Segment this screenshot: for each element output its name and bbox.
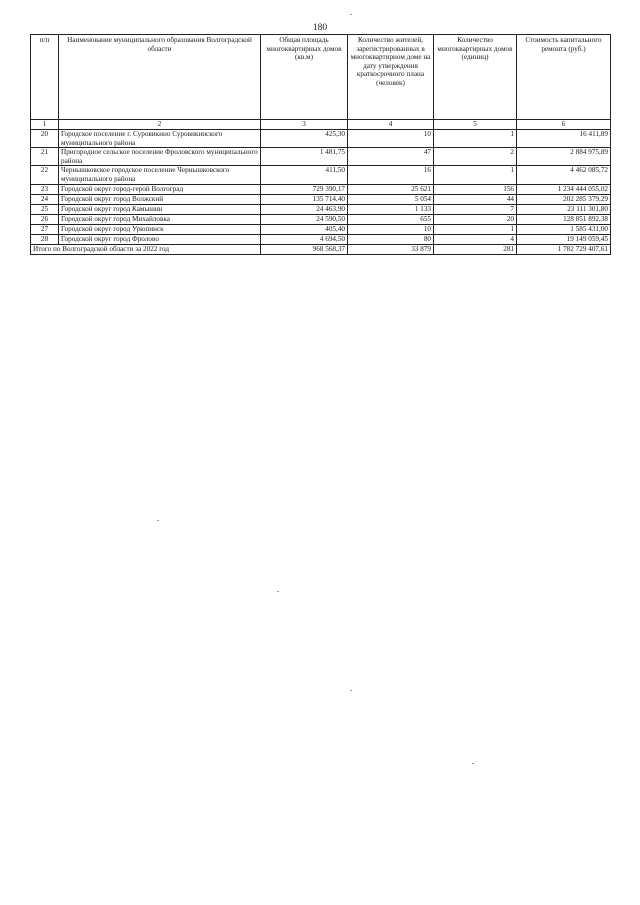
column-number: 4 — [348, 120, 434, 130]
total-residents-sum: 33 879 — [348, 244, 434, 254]
repair-cost: 16 411,89 — [517, 130, 611, 148]
scan-speck — [350, 690, 352, 691]
scan-speck — [350, 14, 352, 15]
total-area: 729 390,17 — [261, 184, 348, 194]
row-number: 25 — [31, 204, 59, 214]
table-row — [31, 214, 611, 224]
municipality-name: Городской округ город Камышин — [59, 204, 261, 214]
page-number: 180 — [312, 23, 328, 33]
table-row — [31, 234, 611, 244]
header-number: п/п — [31, 35, 59, 120]
residents-count: 5 054 — [348, 194, 434, 204]
total-area: 411,50 — [261, 166, 348, 184]
municipality-name: Городской округ город-герой Волгоград — [59, 184, 261, 194]
row-number: 23 — [31, 184, 59, 194]
municipality-name: Городской округ город Фролово — [59, 234, 261, 244]
building-count: 1 — [434, 166, 517, 184]
total-area: 4 694,50 — [261, 234, 348, 244]
table-row — [31, 130, 611, 148]
header-total-area: Общая площадь многоквартирных домов (кв.м) — [261, 35, 348, 120]
row-number: 20 — [31, 130, 59, 148]
scan-speck — [472, 763, 474, 764]
total-building-count-sum: 281 — [434, 244, 517, 254]
total-area-sum: 968 568,37 — [261, 244, 348, 254]
total-area: 135 714,40 — [261, 194, 348, 204]
row-number: 21 — [31, 148, 59, 166]
table-row — [31, 166, 611, 184]
repair-cost: 202 285 379,29 — [517, 194, 611, 204]
column-number: 6 — [517, 120, 611, 130]
header-building-count: Количество многоквартирных домов (единиц) — [434, 35, 517, 120]
total-area: 405,40 — [261, 224, 348, 234]
repair-cost: 19 149 059,45 — [517, 234, 611, 244]
building-count: 156 — [434, 184, 517, 194]
row-number: 24 — [31, 194, 59, 204]
row-number: 27 — [31, 224, 59, 234]
table-row — [31, 184, 611, 194]
municipality-name: Городской округ город Михайловка — [59, 214, 261, 224]
building-count: 2 — [434, 148, 517, 166]
building-count: 1 — [434, 130, 517, 148]
table-row — [31, 224, 611, 234]
column-number: 5 — [434, 120, 517, 130]
municipality-name: Городской округ город Волжский — [59, 194, 261, 204]
municipality-name: Пригородное сельское поселение Фроловского муниципального района — [59, 148, 261, 166]
building-count: 20 — [434, 214, 517, 224]
repair-cost: 23 111 301,80 — [517, 204, 611, 214]
table-row — [31, 204, 611, 214]
municipality-name: Городское поселение г. Суровикино Суровикинского муниципального района — [59, 130, 261, 148]
residents-count: 655 — [348, 214, 434, 224]
header-residents: Количество жителей, зарегистрированных в многоквартирном доме на дату утверждения краткосрочного плана (человек) — [348, 35, 434, 120]
total-area: 24 590,50 — [261, 214, 348, 224]
total-area: 425,30 — [261, 130, 348, 148]
repair-cost: 4 462 085,72 — [517, 166, 611, 184]
table-row — [31, 194, 611, 204]
building-count: 44 — [434, 194, 517, 204]
repair-cost: 2 884 975,89 — [517, 148, 611, 166]
header-municipality: Наименование муниципального образования Волгоградской области — [59, 35, 261, 120]
building-count: 7 — [434, 204, 517, 214]
total-label: Итого по Волгоградской области за 2022 год — [31, 244, 261, 254]
row-number: 22 — [31, 166, 59, 184]
total-row — [31, 244, 611, 254]
table-row — [31, 148, 611, 166]
column-number: 3 — [261, 120, 348, 130]
municipality-name: Городской округ город Урюпинск — [59, 224, 261, 234]
header-repair-cost: Стоимость капитального ремонта (руб.) — [517, 35, 611, 120]
repair-cost: 1 585 431,00 — [517, 224, 611, 234]
repair-cost: 128 851 892,38 — [517, 214, 611, 224]
column-number: 2 — [59, 120, 261, 130]
residents-count: 16 — [348, 166, 434, 184]
total-repair-cost-sum: 1 782 729 407,61 — [517, 244, 611, 254]
municipality-name: Чернышковское городское поселение Чернышковского муниципального района — [59, 166, 261, 184]
residents-count: 10 — [348, 224, 434, 234]
residents-count: 10 — [348, 130, 434, 148]
total-area: 1 481,75 — [261, 148, 348, 166]
building-count: 4 — [434, 234, 517, 244]
residents-count: 1 133 — [348, 204, 434, 214]
repair-cost: 1 234 444 055,02 — [517, 184, 611, 194]
capital-repair-table — [30, 34, 611, 255]
total-area: 24 463,90 — [261, 204, 348, 214]
residents-count: 80 — [348, 234, 434, 244]
residents-count: 47 — [348, 148, 434, 166]
building-count: 1 — [434, 224, 517, 234]
column-number: 1 — [31, 120, 59, 130]
scan-speck — [157, 520, 159, 521]
residents-count: 25 621 — [348, 184, 434, 194]
row-number: 26 — [31, 214, 59, 224]
row-number: 28 — [31, 234, 59, 244]
table-header-row — [31, 35, 611, 120]
scan-speck — [277, 591, 279, 592]
column-number-row — [31, 120, 611, 130]
